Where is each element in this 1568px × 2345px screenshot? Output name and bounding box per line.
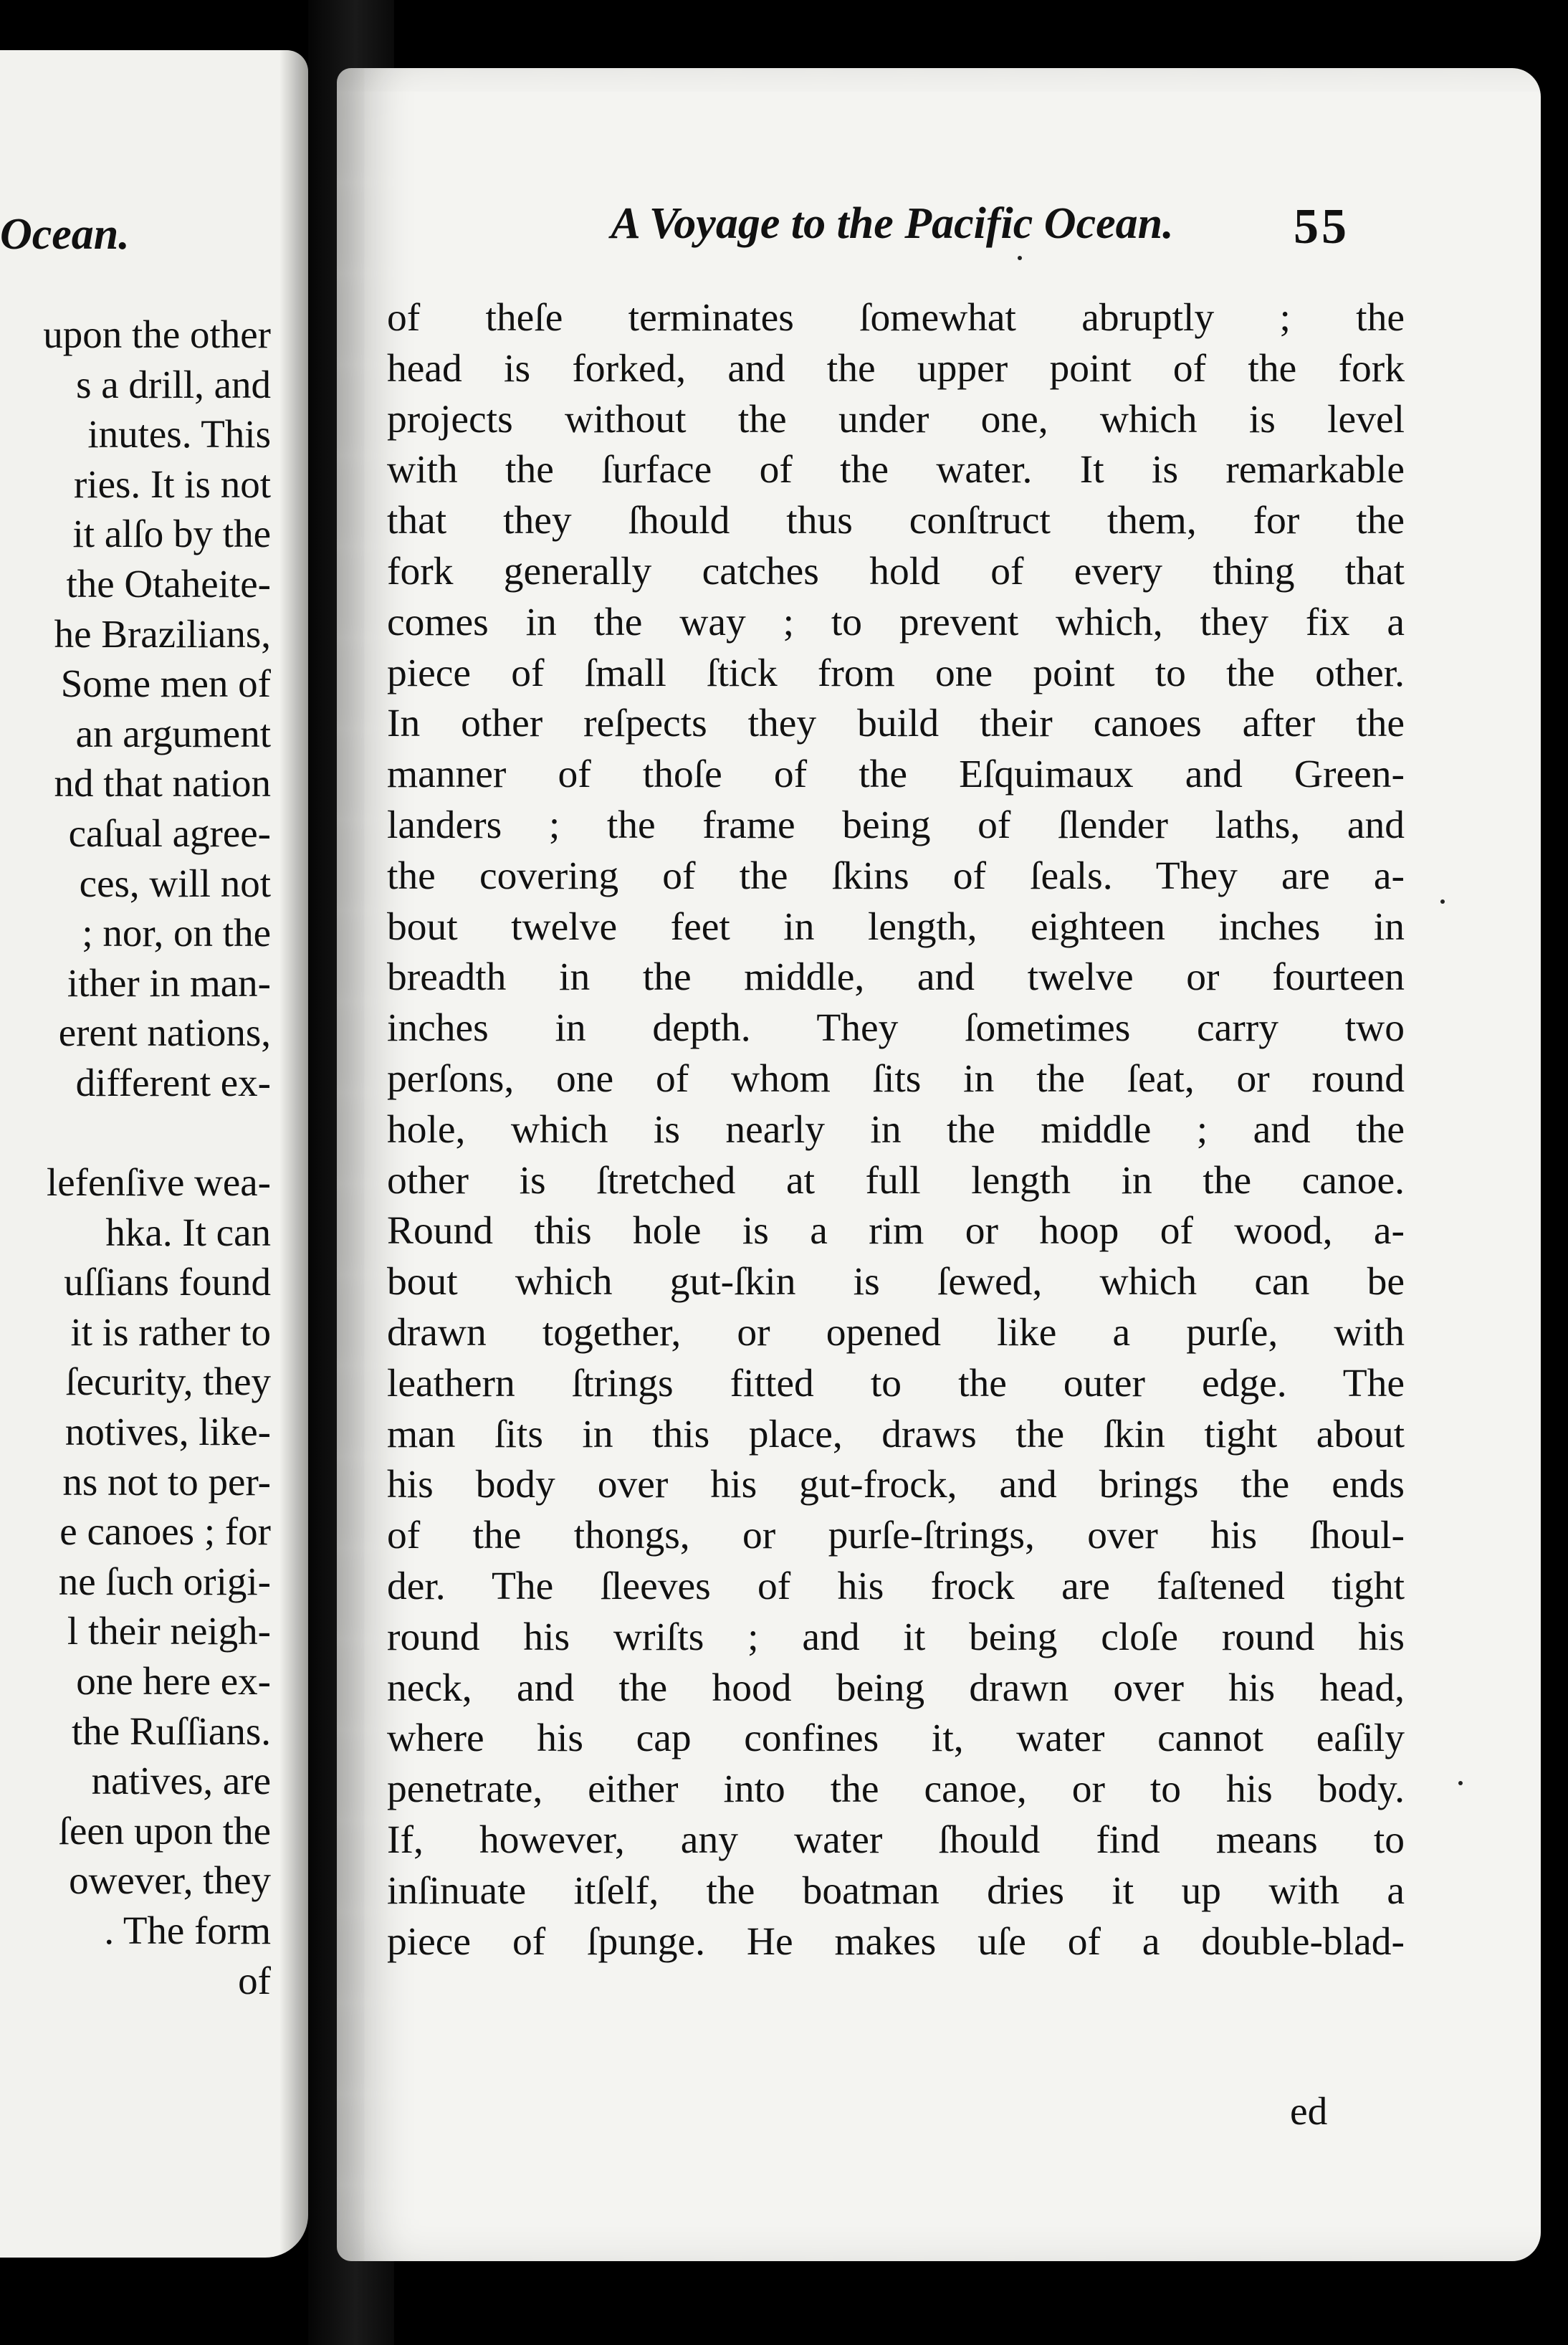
text-line: the Otaheite- [66,561,271,606]
text-line: one here ex- [76,1659,271,1704]
text-line: his body over his gut-frock, and brings the ends [387,1463,1405,1507]
text-line: In other reſpects they build their canoes after the [387,702,1405,746]
text-line: nd that nation [54,761,271,806]
left-page-text [43,310,271,2005]
text-line: different ex- [75,1060,271,1104]
text-line: of theſe terminates ſomewhat abruptly ; the [387,296,1405,340]
text-line: comes in the way ; to prevent which, they fix a [387,600,1405,644]
text-line: erent nations, [58,1011,271,1055]
page-number: 55 [1294,199,1349,254]
text-line: ; nor, on the [82,911,271,955]
text-line: of [238,1958,271,2002]
text-line: e canoes ; for [59,1509,271,1554]
text-line: ither in man- [67,960,271,1005]
text-line: the covering of the ſkins of ſeals. They are a- [387,854,1405,898]
text-line: neck, and the hood being drawn over his head, [387,1666,1405,1710]
text-line: man ſits in this place, draws the ſkin tight about [387,1412,1405,1456]
text-line: Some men of [60,662,271,706]
text-line: l their neigh- [67,1609,271,1653]
text-line: ns not to per- [62,1459,271,1504]
text-line: where his cap confines it, water cannot eaſily [387,1716,1405,1761]
text-line: ſecurity, they [65,1360,271,1404]
ink-speck [1458,1781,1463,1785]
text-line: manner of thoſe of the Eſquimaux and Green- [387,753,1405,797]
ink-speck [1018,256,1022,260]
text-line: lefenſive wea- [46,1160,271,1205]
text-line: drawn together, or opened like a purſe, with [387,1310,1405,1355]
text-line: Round this hole is a rim or hoop of wood, a- [387,1209,1405,1253]
text-line: the Ruſſians. [71,1709,271,1753]
text-line: bout twelve feet in length, eighteen inches in [387,904,1405,949]
text-line [43,1108,271,1158]
text-line: owever, they [69,1858,271,1903]
text-line: natives, are [91,1759,271,1803]
text-line: notives, like- [64,1410,271,1454]
right-page [337,68,1541,2261]
text-line: of the thongs, or purſe-ſtrings, over his ſhoul- [387,1514,1405,1558]
text-line: s a drill, and [76,362,271,406]
text-line: inches in depth. They ſometimes carry two [387,1006,1405,1051]
text-line: inutes. This [87,412,271,457]
running-head [337,199,1526,277]
text-line: it is rather to [70,1309,271,1354]
text-line: projects without the under one, which is level [387,397,1405,441]
text-line: leathern ſtrings fitted to the outer edge. The [387,1361,1405,1405]
text-line: other is ſtretched at full length in the canoe. [387,1158,1405,1203]
text-line: upon the other [43,312,271,356]
text-line: caſual agree- [68,811,271,855]
text-line: inſinuate itſelf, the boatman dries it up with a [387,1868,1405,1913]
text-line: ne ſuch origi- [58,1559,271,1603]
text-line: ces, will not [79,861,271,905]
text-line: piece of ſpunge. He makes uſe of a double-blad- [387,1919,1405,1964]
text-line: round his wriſts ; and it being cloſe round his [387,1615,1405,1659]
text-line: piece of ſmall ſtick from one point to the other. [387,651,1405,695]
text-line: uſſians found [64,1260,271,1304]
text-line: hole, which is nearly in the middle ; and the [387,1107,1405,1152]
text-line: landers ; the frame being of ſlender laths, and [387,803,1405,847]
page-curl-shadow [279,50,308,2258]
text-line: ſeen upon the [58,1808,271,1853]
text-line: If, however, any water ſhould find means to [387,1818,1405,1862]
left-facing-page [0,50,308,2258]
body-text [387,293,1405,1967]
ink-speck [1440,899,1445,904]
text-line: head is forked, and the upper point of the fork [387,346,1405,391]
text-line: ries. It is not [74,462,271,506]
text-line: with the ſurface of the water. It is remarkable [387,448,1405,492]
text-line: bout which gut-ſkin is ſewed, which can be [387,1260,1405,1304]
left-running-head: Ocean. [0,210,130,259]
text-line: he Brazilians, [54,611,271,656]
text-line: it alſo by the [72,512,271,556]
running-head-title: A Voyage to the Pacific Ocean. [611,199,1174,248]
text-line: fork generally catches hold of every thing that [387,549,1405,593]
text-line: penetrate, either into the canoe, or to his body. [387,1767,1405,1812]
text-line: that they ſhould thus conſtruct them, for the [387,499,1405,543]
text-line: hka. It can [105,1210,271,1254]
text-line: an argument [75,711,271,755]
text-line: breadth in the middle, and twelve or fourteen [387,955,1405,1000]
text-line: perſons, one of whom ſits in the ſeat, or round [387,1056,1405,1101]
catchword: ed [1290,2090,1328,2134]
text-line: . The form [104,1909,271,1952]
text-line: der. The ſleeves of his frock are faſtened tight [387,1564,1405,1608]
